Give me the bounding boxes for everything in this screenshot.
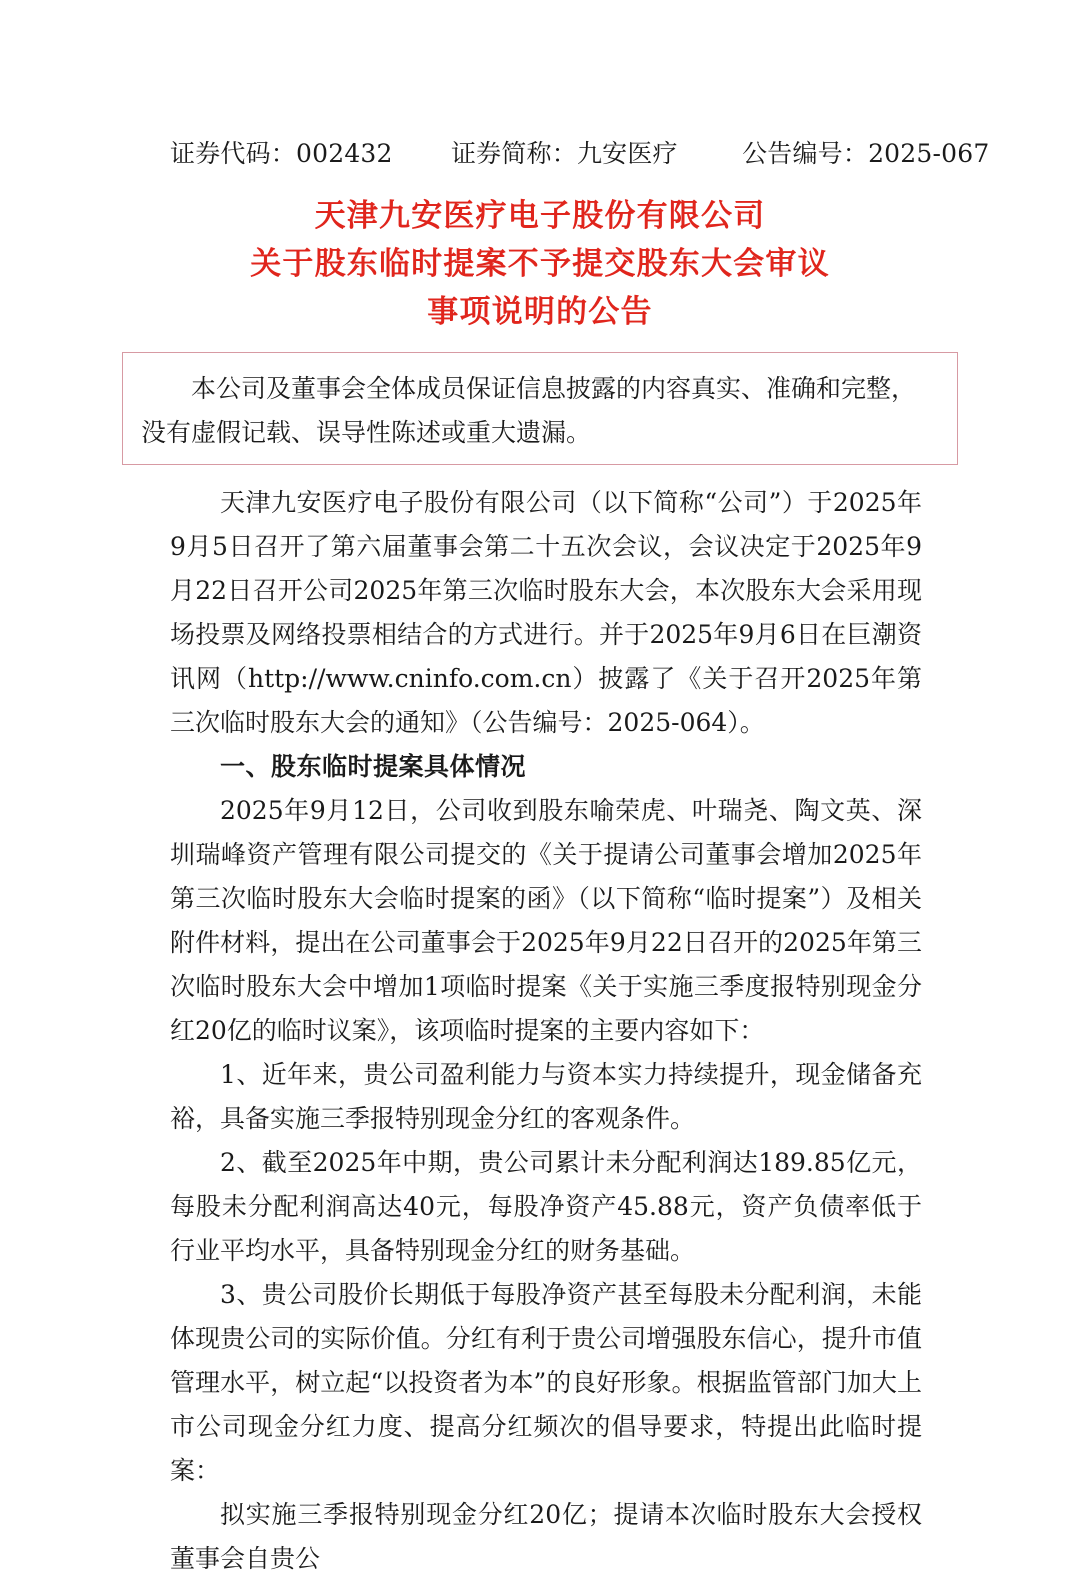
section-heading-1: 一、股东临时提案具体情况	[220, 752, 527, 781]
announcement-title	[0, 192, 1080, 336]
title-line-subject: 关于股东临时提案不予提交股东大会审议	[250, 246, 830, 282]
proposal-item-3: 3、贵公司股价长期低于每股净资产甚至每股未分配利润，未能体现贵公司的实际价值。分红有利于贵公司增强股东信心，提升市值管理水平，树立起“以投资者为本”的良好形象。根据监管部门加大上市公司现金分红力度、提高分红频次的倡导要求，特提出此临时提案：	[170, 1280, 922, 1485]
body-paragraph-proposal-receipt: 2025年9月12日，公司收到股东喻荣虎、叶瑞尧、陶文英、深圳瑞峰资产管理有限公司提交的《关于提请公司董事会增加2025年第三次临时股东大会临时提案的函》（以下简称“临时提案”）及相关附件材料，提出在公司董事会于2025年9月22日召开的2025年第三次临时股东大会中增加1项临时提案《关于实施三季度报特别现金分红20亿的临时议案》，该项临时提案的主要内容如下：	[170, 796, 922, 1045]
announcement-number: 公告编号：2025-067	[742, 139, 990, 168]
title-line-company: 天津九安医疗电子股份有限公司	[314, 198, 766, 234]
document-body	[170, 481, 922, 1581]
security-short-name: 证券简称：九安医疗	[450, 139, 678, 168]
disclaimer-box	[122, 352, 958, 465]
document-header-line	[170, 136, 990, 172]
title-line-suffix: 事项说明的公告	[427, 294, 653, 330]
proposal-item-1: 1、近年来，贵公司盈利能力与资本实力持续提升，现金储备充裕，具备实施三季报特别现金分红的客观条件。	[170, 1060, 922, 1133]
security-code: 证券代码：002432	[170, 139, 393, 168]
proposal-item-2: 2、截至2025年中期，贵公司累计未分配利润达189.85亿元，每股未分配利润高达40元，每股净资产45.88元，资产负债率低于行业平均水平，具备特别现金分红的财务基础。	[170, 1148, 922, 1265]
body-paragraph-continued: 拟实施三季报特别现金分红20亿；提请本次临时股东大会授权董事会自贵公	[170, 1500, 922, 1573]
disclaimer-text-line-1: 本公司及董事会全体成员保证信息披露的内容真实、准确和完整，	[191, 374, 917, 403]
disclaimer-text-line-2: 没有虚假记载、误导性陈述或重大遗漏。	[141, 418, 592, 447]
body-paragraph-intro: 天津九安医疗电子股份有限公司（以下简称“公司”）于2025年9月5日召开了第六届董事会第二十五次会议，会议决定于2025年9月22日召开公司2025年第三次临时股东大会，本次股东大会采用现场投票及网络投票相结合的方式进行。并于2025年9月6日在巨潮资讯网（http://www.cninfo.com.cn）披露了《关于召开2025年第三次临时股东大会的通知》（公告编号：2025-064）。	[170, 488, 922, 737]
